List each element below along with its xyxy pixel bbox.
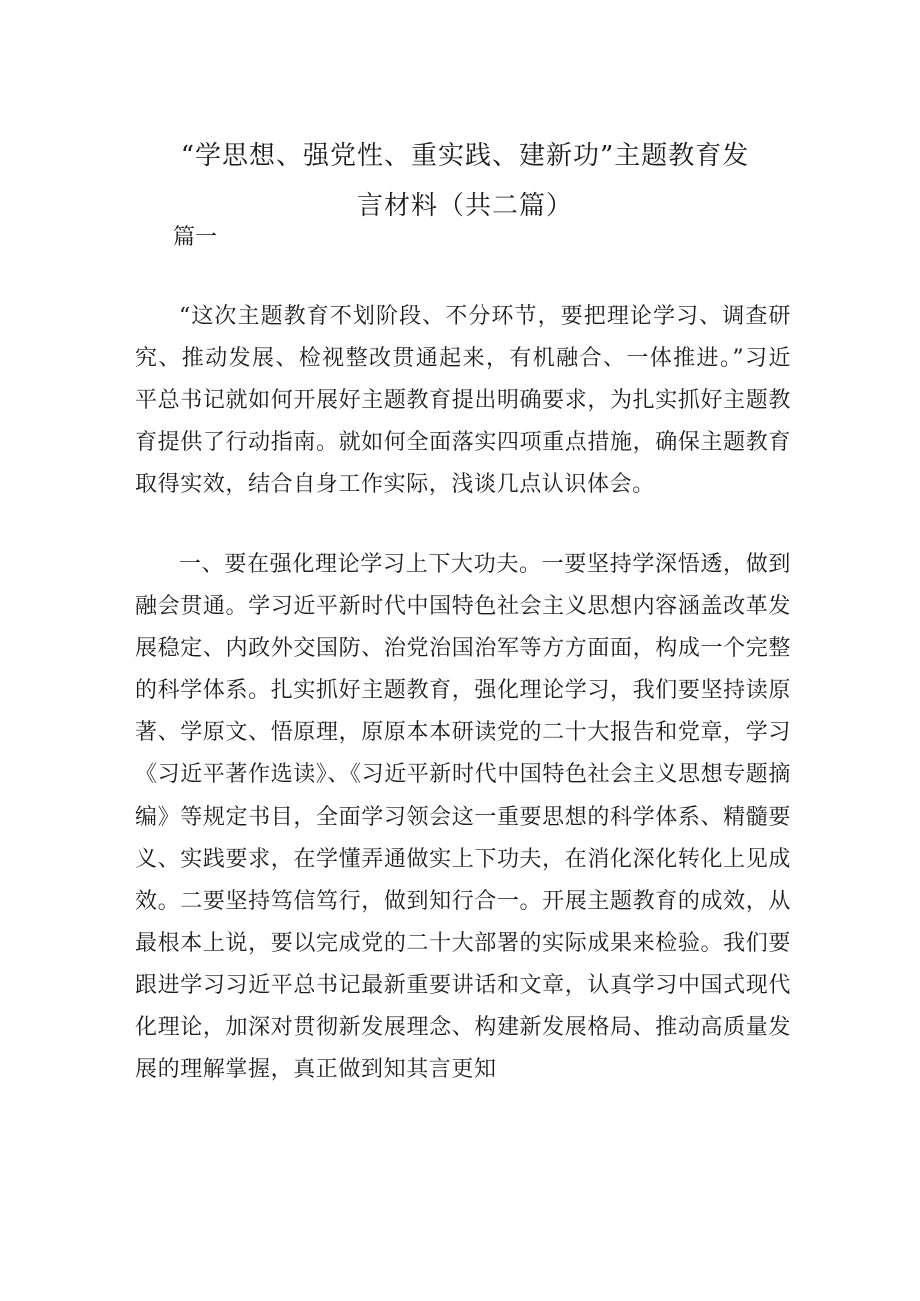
paragraph-1: “这次主题教育不划阶段、不分环节，要把理论学习、调查研究、推动发展、检视整改贯通起来，有机融合、一体推进。”习近平总书记就如何开展好主题教育提出明确要求，为扎实抓好主题教育提供了行动指南。就如何全面落实四项重点措施，确保主题教育取得实效，结合自身工作实际，浅谈几点认识体会。 <box>135 304 791 498</box>
document-title-line-1: “学思想、强党性、重实践、建新功”主题教育发 <box>180 141 750 171</box>
paragraph-2: 一、要在强化理论学习上下大功夫。一要坚持学深悟透，做到融会贯通。学习近平新时代中国特色社会主义思想内容涵盖改革发展稳定、内政外交国防、治党治国治军等方方面面，构成一个完整的科学体系。扎实抓好主题教育，强化理论学习，我们要坚持读原著、学原文、悟原理，原原本本研读党的二十大报告和党章，学习《习近平著作选读》、《习近平新时代中国特色社会主义思想专题摘编》等规定书目，全面学习领会这一重要思想的科学体系、精髓要义、实践要求，在学懂弄通做实上下功夫，在消化深化转化上见成效。二要坚持笃信笃行，做到知行合一。开展主题教育的成效，从最根本上说，要以完成党的二十大部署的实际成果来检验。我们要跟进学习习近平总书记最新重要讲话和文章，认真学习中国式现代化理论，加深对贯彻新发展理念、构建新发展格局、推动高质量发展的理解掌握，真正做到知其言更知 <box>135 552 792 1083</box>
document-title-line-2: 言材料（共二篇） <box>356 191 573 221</box>
section-label: 篇一 <box>173 225 218 250</box>
